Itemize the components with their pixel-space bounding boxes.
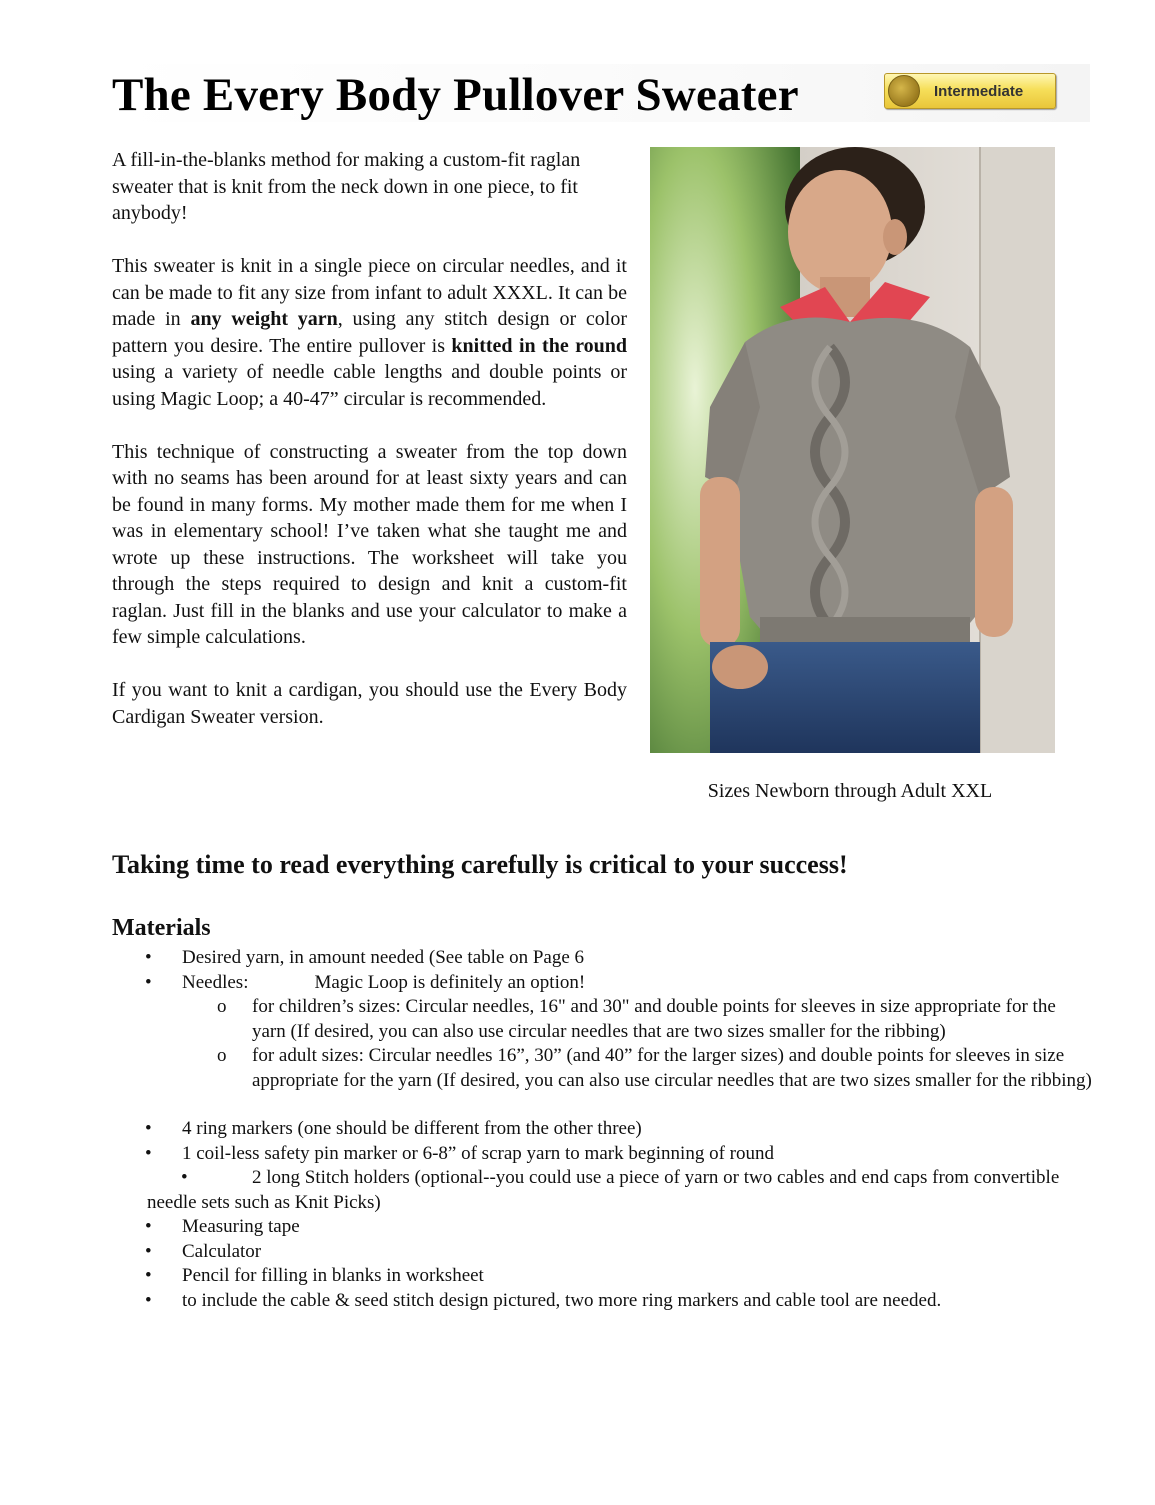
- list-item: • Measuring tape: [145, 1216, 300, 1237]
- list-item: • 2 long Stitch holders (optional--you could use a piece of yarn or two cables and end caps from convertible needle sets such as Knit Picks): [147, 1167, 1060, 1213]
- sub-list-item: o for adult sizes: Circular needles 16”, 30” (and 40” for the larger sizes) and double points for sleeves in size appropriate for the yarn (If desired, you can also use circular needles that are two sizes smaller for the ribbing): [217, 1045, 1092, 1091]
- list-item: • Desired yarn, in amount needed (See table on Page 6: [145, 947, 585, 968]
- materials-heading: Materials: [112, 915, 211, 941]
- important-note-heading: Taking time to read everything carefully is critical to your success!: [112, 850, 848, 879]
- list-item: • Calculator: [145, 1240, 262, 1262]
- list-item: • to include the cable & seed stitch design pictured, two more ring markers and cable tool are needed.: [145, 1289, 942, 1311]
- yarn-ball-icon: [888, 75, 920, 107]
- skill-level-label: Intermediate: [934, 82, 1024, 100]
- skill-level-badge: [884, 73, 1056, 109]
- intro-text: [112, 147, 627, 757]
- page-title: The Every Body Pullover Sweater: [112, 69, 799, 121]
- list-item: • 1 coil-less safety pin marker or 6-8” of scrap yarn to mark beginning of round: [145, 1142, 774, 1164]
- sweater-photo: [650, 147, 1055, 753]
- intro-paragraph-1: A fill-in-the-blanks method for making a custom-fit raglan sweater that is knit from the neck down in one piece, to fit anybody!: [112, 149, 581, 224]
- photo-caption: Sizes Newborn through Adult XXL: [707, 780, 993, 802]
- sub-list-item: o for children’s sizes: Circular needles, 16" and 30" and double points for sleeves in size appropriate for the yarn (If desired, you can also use circular needles that are two sizes smaller for the ribbing): [217, 996, 1056, 1042]
- intro-paragraph-4: If you want to knit a cardigan, you should use the Every Body Cardigan Sweater version.: [112, 679, 627, 728]
- intro-paragraph-3: This technique of constructing a sweater from the top down with no seams has been around for at least sixty years and can be found in many forms. My mother made them for me when I was in elementary school! I’ve taken what she taught me and wrote up these instructions. The worksheet will take you through the steps required to design and knit a custom-fit raglan. Just fill in the blanks and use your calculator to make a few simple calculations.: [112, 440, 627, 648]
- list-item: • Pencil for filling in blanks in worksheet: [145, 1265, 484, 1286]
- boy-in-sweater-illustration: [650, 147, 1055, 753]
- materials-list: [112, 946, 1092, 1313]
- intro-paragraph-2: This sweater is knit in a single piece on circular needles, and it can be made to fit any size from infant to adult XXXL. It can be made in any weight yarn, using any stitch design or color pattern you desire. The entire pullover is knitted in the round using a variety of needle cable lengths and double points or using Magic Loop; a 40-47” circular is recommended.: [112, 255, 628, 410]
- list-item: • Needles: Magic Loop is definitely an option!: [145, 971, 586, 993]
- list-item: • 4 ring markers (one should be different from the other three): [145, 1118, 642, 1139]
